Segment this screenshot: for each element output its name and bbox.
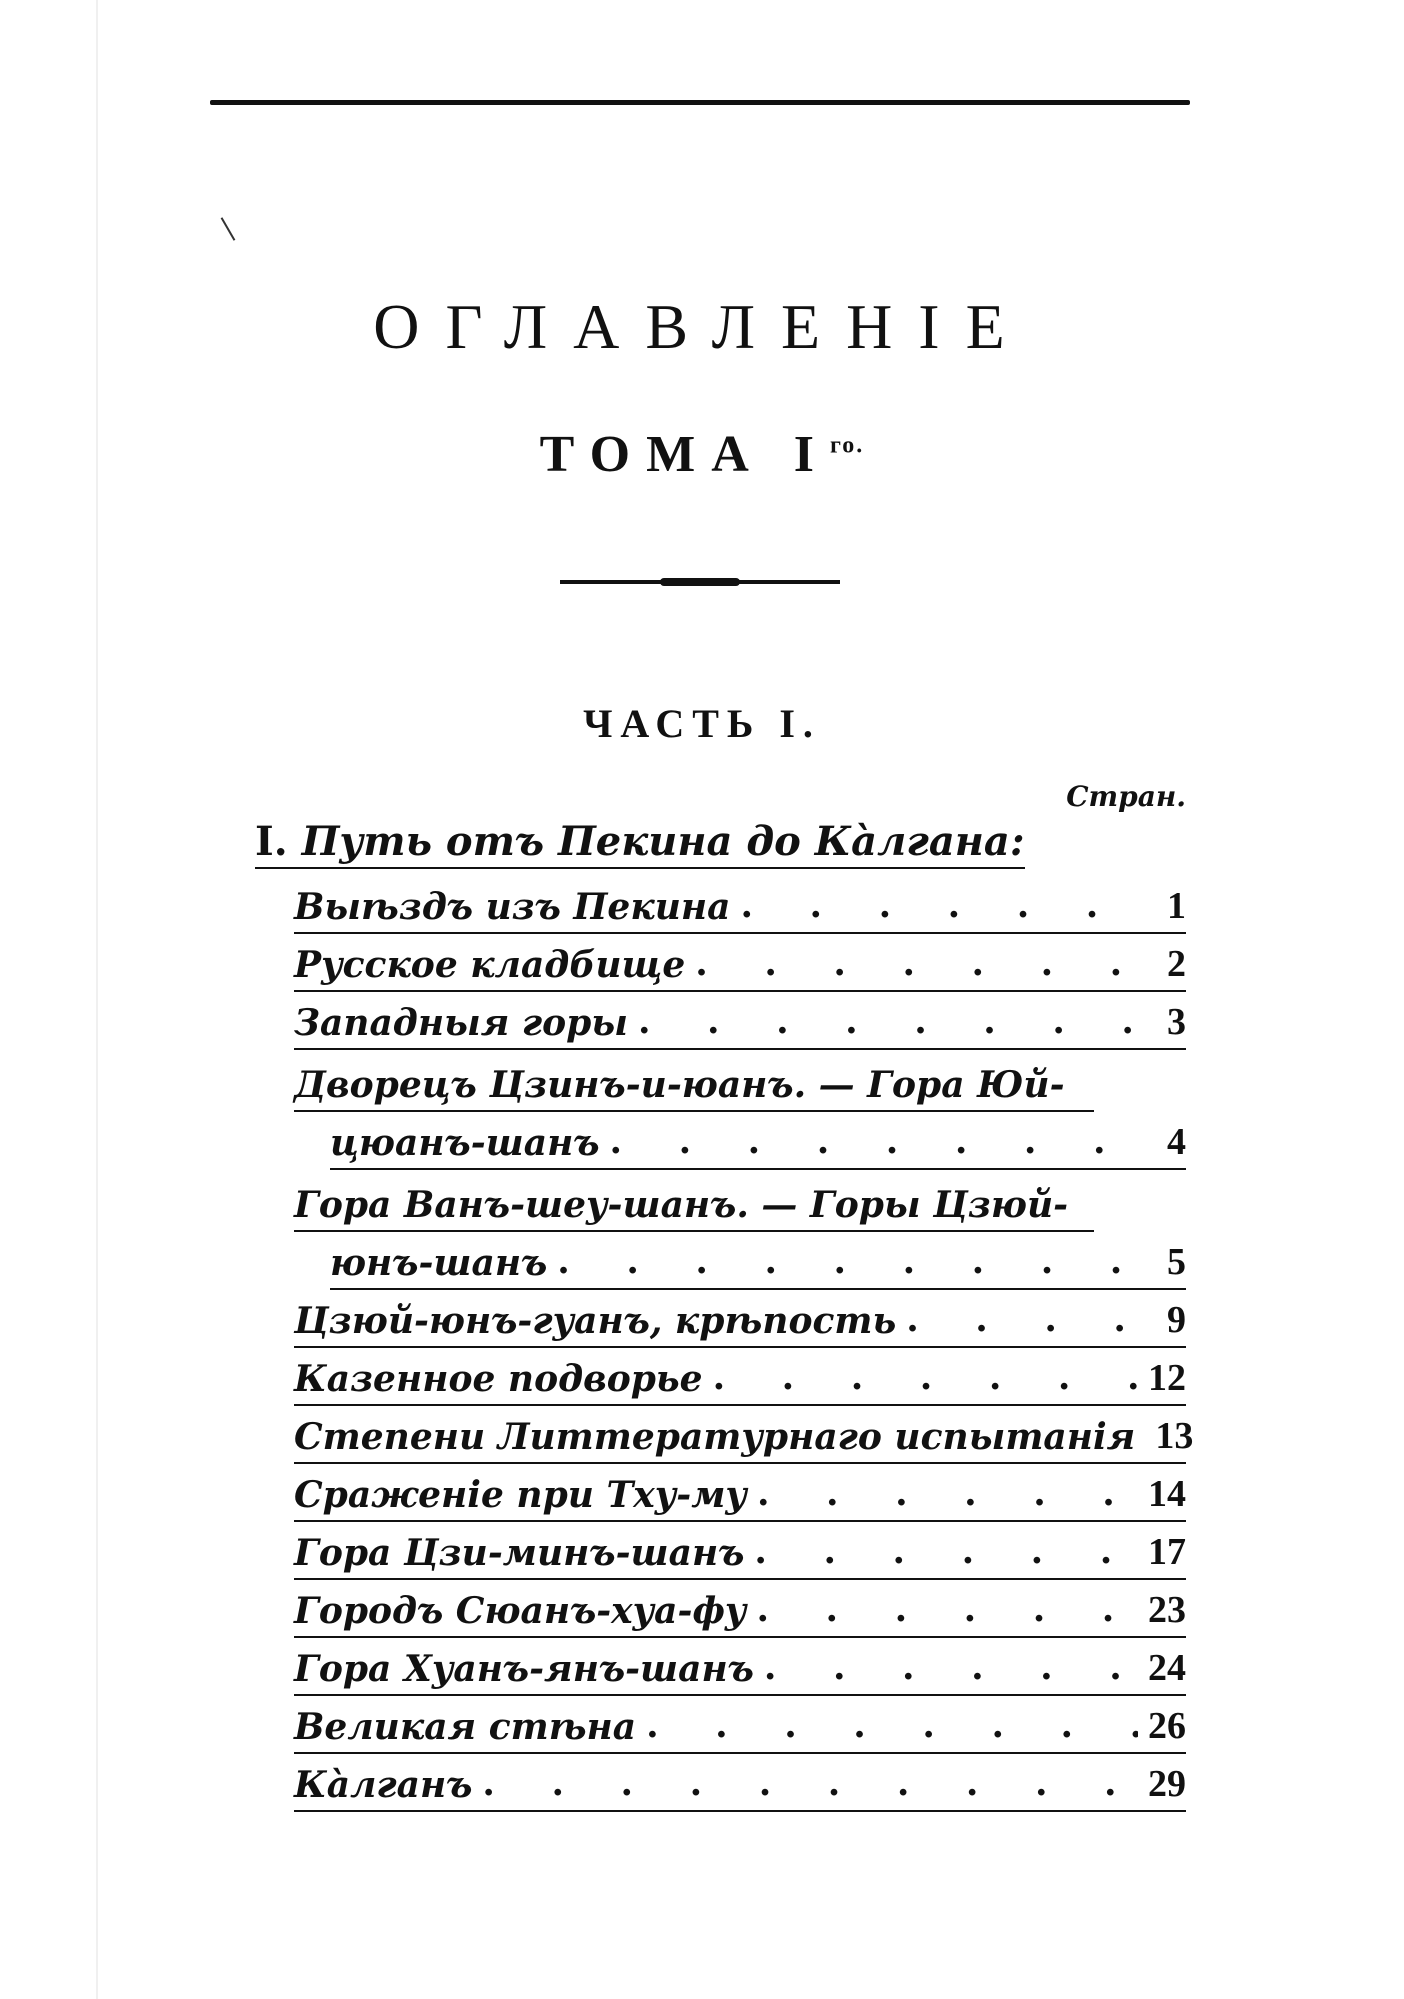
toc-entry-text: Русское кладбище xyxy=(294,944,686,986)
toc-entry-page: 17 xyxy=(1148,1531,1186,1573)
part-heading: ЧАСТЬ I. xyxy=(583,701,821,746)
toc-entry xyxy=(294,1001,1186,1050)
toc-entry-text: Кàлганъ xyxy=(294,1764,473,1806)
toc-entry-text: Степени Литтературнаго испытанія xyxy=(294,1416,1136,1458)
toc-entry-page: 26 xyxy=(1148,1705,1186,1747)
toc-entry xyxy=(294,1473,1186,1522)
toc-entry-text: Великая стѣна xyxy=(294,1706,637,1748)
toc-entry-text: Западныя горы xyxy=(294,1002,628,1044)
toc-entry-page: 3 xyxy=(1167,1001,1186,1043)
toc-entry-text: Сраженіе при Тху-му xyxy=(294,1474,747,1516)
toc-entry-text: Дворецъ Цзинъ-и-юанъ. — Гора Юй- xyxy=(294,1064,1065,1106)
toc-entry xyxy=(330,1241,1186,1290)
toc-entry-text: Цзюй-юнъ-гуанъ, крѣпость xyxy=(294,1300,897,1342)
toc-entry xyxy=(294,1589,1186,1638)
toc-entry-text: Гора Хуанъ-янъ-шанъ xyxy=(294,1648,754,1690)
toc-entry-page: 24 xyxy=(1148,1647,1186,1689)
toc-entry xyxy=(294,1299,1186,1348)
toc-entry-page: 23 xyxy=(1148,1589,1186,1631)
leader-dots xyxy=(740,884,1157,932)
toc-entry-page: 4 xyxy=(1167,1121,1186,1163)
toc-entry xyxy=(294,1705,1186,1754)
leader-dots xyxy=(754,1530,1138,1578)
volume-label: ТОМА I xyxy=(539,426,830,483)
leader-dots xyxy=(610,1120,1158,1168)
toc-entry-page: 12 xyxy=(1148,1357,1186,1399)
toc-entry xyxy=(294,1531,1186,1580)
toc-entry-page: 29 xyxy=(1148,1763,1186,1805)
toc-entry-text: Гора Ванъ-шеу-шанъ. — Горы Цзюй- xyxy=(294,1184,1069,1226)
toc-entry xyxy=(330,1121,1186,1170)
leader-dots xyxy=(638,1000,1157,1048)
toc-entry-text: Выѣздъ изъ Пекина xyxy=(294,886,731,928)
toc-entry-page: 5 xyxy=(1167,1241,1186,1283)
leader-dots xyxy=(756,1588,1138,1636)
page-column-label: Стран. xyxy=(1066,780,1186,813)
toc-entry xyxy=(294,1415,1194,1464)
toc-entry-text: цюанъ-шанъ xyxy=(330,1122,600,1164)
leader-dots xyxy=(646,1704,1138,1752)
leader-dots xyxy=(713,1356,1138,1404)
toc-entry xyxy=(294,1763,1186,1812)
toc-entry-text: юнъ-шанъ xyxy=(330,1242,548,1284)
toc-entry-page: 1 xyxy=(1167,885,1186,927)
toc-entry-page: 14 xyxy=(1148,1473,1186,1515)
toc-entry xyxy=(294,1186,1094,1232)
leader-dots xyxy=(757,1472,1138,1520)
toc-title: ОГЛАВЛЕНІЕ xyxy=(373,291,1031,362)
toc-entry-page: 2 xyxy=(1167,943,1186,985)
leader-dots xyxy=(695,942,1157,990)
leader-dots xyxy=(764,1646,1138,1694)
toc-entry-text: Казенное подворье xyxy=(294,1358,703,1400)
section-number: I. xyxy=(255,818,288,865)
toc-entry xyxy=(294,1647,1186,1696)
toc-entry-page: 9 xyxy=(1167,1299,1186,1341)
toc-entry-text: Гора Цзи-минъ-шанъ xyxy=(294,1532,745,1574)
toc-entry xyxy=(294,943,1186,992)
section-name: Путь отъ Пекина до Кàлгана: xyxy=(301,818,1025,865)
leader-dots xyxy=(557,1240,1157,1288)
toc-entry-page: 13 xyxy=(1155,1415,1194,1457)
toc-entry xyxy=(294,1357,1186,1406)
toc-entry xyxy=(294,885,1186,934)
leader-dots xyxy=(482,1762,1138,1810)
leader-dots xyxy=(906,1298,1157,1346)
toc-entry-text: Городъ Сюанъ-хуа-фу xyxy=(294,1590,747,1632)
volume-suffix: го. xyxy=(830,432,865,459)
toc-entry xyxy=(294,1066,1094,1112)
